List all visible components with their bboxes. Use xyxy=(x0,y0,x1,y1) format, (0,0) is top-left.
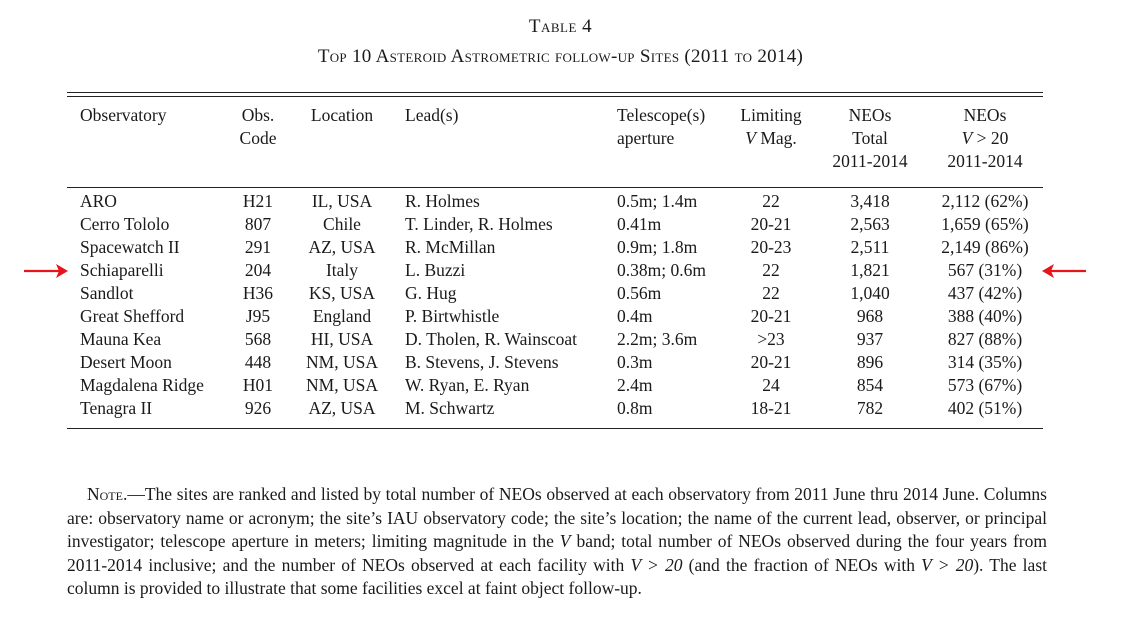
cell-total: 896 xyxy=(856,352,884,372)
table-note xyxy=(67,483,1047,601)
cell-telescope: 0.3m xyxy=(617,352,653,372)
cell-location: Chile xyxy=(323,214,361,234)
header-neos-v20-line-2: 2011-2014 xyxy=(947,151,1023,171)
header-limiting-line-1: V Mag. xyxy=(745,128,797,148)
cell-observatory: Great Shefford xyxy=(80,306,185,326)
cell-v20: 2,112 (62%) xyxy=(941,191,1029,211)
cell-telescope: 0.4m xyxy=(617,306,653,326)
cell-limiting: 22 xyxy=(762,191,780,211)
top-rule-2 xyxy=(67,96,1043,97)
cell-lead: T. Linder, R. Holmes xyxy=(405,214,553,234)
cell-limiting: >23 xyxy=(757,329,785,349)
cell-v20: 314 (35%) xyxy=(947,352,1023,372)
header-telescope-line-1: aperture xyxy=(617,128,675,148)
cell-observatory: Desert Moon xyxy=(80,352,172,372)
cell-v20: 437 (42%) xyxy=(947,283,1023,303)
cell-telescope: 0.56m xyxy=(617,283,662,303)
cell-code: 448 xyxy=(244,352,272,372)
cell-observatory: Mauna Kea xyxy=(80,329,162,349)
cell-telescope: 2.4m xyxy=(617,375,653,395)
cell-location: England xyxy=(312,306,372,326)
header-observatory-line-0: Observatory xyxy=(80,105,167,125)
cell-total: 782 xyxy=(856,398,884,418)
cell-lead: D. Tholen, R. Wainscoat xyxy=(405,329,577,349)
cell-lead: M. Schwartz xyxy=(405,398,495,418)
cell-code: 926 xyxy=(244,398,272,418)
cell-code: H21 xyxy=(242,191,274,211)
header-lead-line-0: Lead(s) xyxy=(405,105,459,125)
cell-v20: 388 (40%) xyxy=(947,306,1023,326)
cell-location: AZ, USA xyxy=(308,237,376,257)
cell-code: H01 xyxy=(242,375,274,395)
header-neos-total-line-0: NEOs xyxy=(848,105,892,125)
right-arrow-icon xyxy=(1040,261,1088,281)
cell-observatory: Magdalena Ridge xyxy=(80,375,204,395)
cell-limiting: 18-21 xyxy=(750,398,792,418)
note-text-4: ). The last column is provided to illustrate that some facilities excel at faint object follow-up. xyxy=(67,554,1047,598)
left-arrow-icon xyxy=(22,261,70,281)
cell-limiting: 20-21 xyxy=(750,352,792,372)
cell-code: J95 xyxy=(245,306,271,326)
note-text-2: band; total number of NEOs observed during the four years from 2011-2014 inclusive; and the number of NEOs observed at each facility with xyxy=(67,531,1047,575)
cell-telescope: 0.8m xyxy=(617,398,653,418)
cell-limiting: 22 xyxy=(762,260,780,280)
cell-lead: R. Holmes xyxy=(405,191,480,211)
note-text-3: (and the fraction of NEOs with xyxy=(682,554,922,575)
cell-code: 291 xyxy=(244,237,272,257)
header-neos-v20-line-1: V > 20 xyxy=(961,128,1009,148)
cell-observatory: Schiaparelli xyxy=(80,260,164,280)
cell-lead: L. Buzzi xyxy=(405,260,466,280)
cell-code: 568 xyxy=(244,329,272,349)
cell-observatory: Sandlot xyxy=(80,283,134,303)
cell-total: 2,511 xyxy=(850,237,890,257)
cell-observatory: Spacewatch II xyxy=(80,237,180,257)
cell-code: 807 xyxy=(244,214,272,234)
bottom-rule xyxy=(67,428,1043,429)
note-v-1: V xyxy=(559,531,571,551)
note-lead: Note. xyxy=(87,484,128,504)
cell-total: 1,821 xyxy=(850,260,890,280)
cell-location: NM, USA xyxy=(306,375,378,395)
header-neos-total-line-2: 2011-2014 xyxy=(832,151,908,171)
cell-limiting: 20-21 xyxy=(750,214,792,234)
header-obs-code-line-1: Code xyxy=(239,128,277,148)
cell-code: H36 xyxy=(242,283,274,303)
cell-location: KS, USA xyxy=(308,283,376,303)
cell-total: 854 xyxy=(856,375,884,395)
note-text-1: —The sites are ranked and listed by total number of NEOs observed at each observatory from 2011 June thru 2014 June. Columns are: observatory name or acronym; the site’s IAU observatory code; the site’s location; the name of the current lead, observer, or principal investigator; telescope aperture in meters; limiting magnitude in the xyxy=(67,484,1047,551)
cell-lead: B. Stevens, J. Stevens xyxy=(405,352,559,372)
top-rule-1 xyxy=(67,92,1043,93)
cell-total: 1,040 xyxy=(850,283,890,303)
cell-observatory: Tenagra II xyxy=(80,398,153,418)
cell-v20: 402 (51%) xyxy=(947,398,1023,418)
cell-lead: W. Ryan, E. Ryan xyxy=(405,375,530,395)
cell-total: 3,418 xyxy=(850,191,890,211)
cell-v20: 827 (88%) xyxy=(947,329,1023,349)
note-v-3: V > 20 xyxy=(921,554,974,575)
header-neos-v20-line-0: NEOs xyxy=(963,105,1007,125)
header-obs-code-line-0: Obs. xyxy=(241,105,275,125)
table-caption: Top 10 Asteroid Astrometric follow-up Sites (2011 to 2014) xyxy=(317,46,804,67)
cell-observatory: Cerro Tololo xyxy=(80,214,170,234)
header-rule xyxy=(67,187,1043,188)
cell-limiting: 20-21 xyxy=(750,306,792,326)
cell-v20: 567 (31%) xyxy=(947,260,1023,280)
cell-lead: R. McMillan xyxy=(405,237,496,257)
cell-limiting: 24 xyxy=(762,375,780,395)
cell-lead: G. Hug xyxy=(405,283,457,303)
cell-limiting: 20-23 xyxy=(750,237,792,257)
cell-location: HI, USA xyxy=(310,329,374,349)
header-location-line-0: Location xyxy=(310,105,374,125)
cell-telescope: 0.9m; 1.8m xyxy=(617,237,698,257)
cell-total: 937 xyxy=(856,329,884,349)
cell-total: 2,563 xyxy=(850,214,890,234)
cell-location: Italy xyxy=(325,260,359,280)
note-v-2: V > 20 xyxy=(630,554,683,575)
cell-telescope: 2.2m; 3.6m xyxy=(617,329,698,349)
cell-location: IL, USA xyxy=(311,191,373,211)
cell-location: NM, USA xyxy=(306,352,378,372)
cell-telescope: 0.5m; 1.4m xyxy=(617,191,698,211)
cell-observatory: ARO xyxy=(80,191,117,211)
cell-lead: P. Birtwhistle xyxy=(405,306,500,326)
cell-telescope: 0.41m xyxy=(617,214,662,234)
cell-v20: 1,659 (65%) xyxy=(941,214,1029,234)
header-neos-total-line-1: Total xyxy=(852,128,888,148)
header-telescope-line-0: Telescope(s) xyxy=(617,105,706,125)
cell-telescope: 0.38m; 0.6m xyxy=(617,260,706,280)
cell-location: AZ, USA xyxy=(308,398,376,418)
header-limiting-line-0: Limiting xyxy=(740,105,802,125)
table-label: Table 4 xyxy=(528,16,593,37)
cell-code: 204 xyxy=(244,260,272,280)
cell-limiting: 22 xyxy=(762,283,780,303)
cell-total: 968 xyxy=(856,306,884,326)
cell-v20: 573 (67%) xyxy=(947,375,1023,395)
cell-v20: 2,149 (86%) xyxy=(941,237,1029,257)
